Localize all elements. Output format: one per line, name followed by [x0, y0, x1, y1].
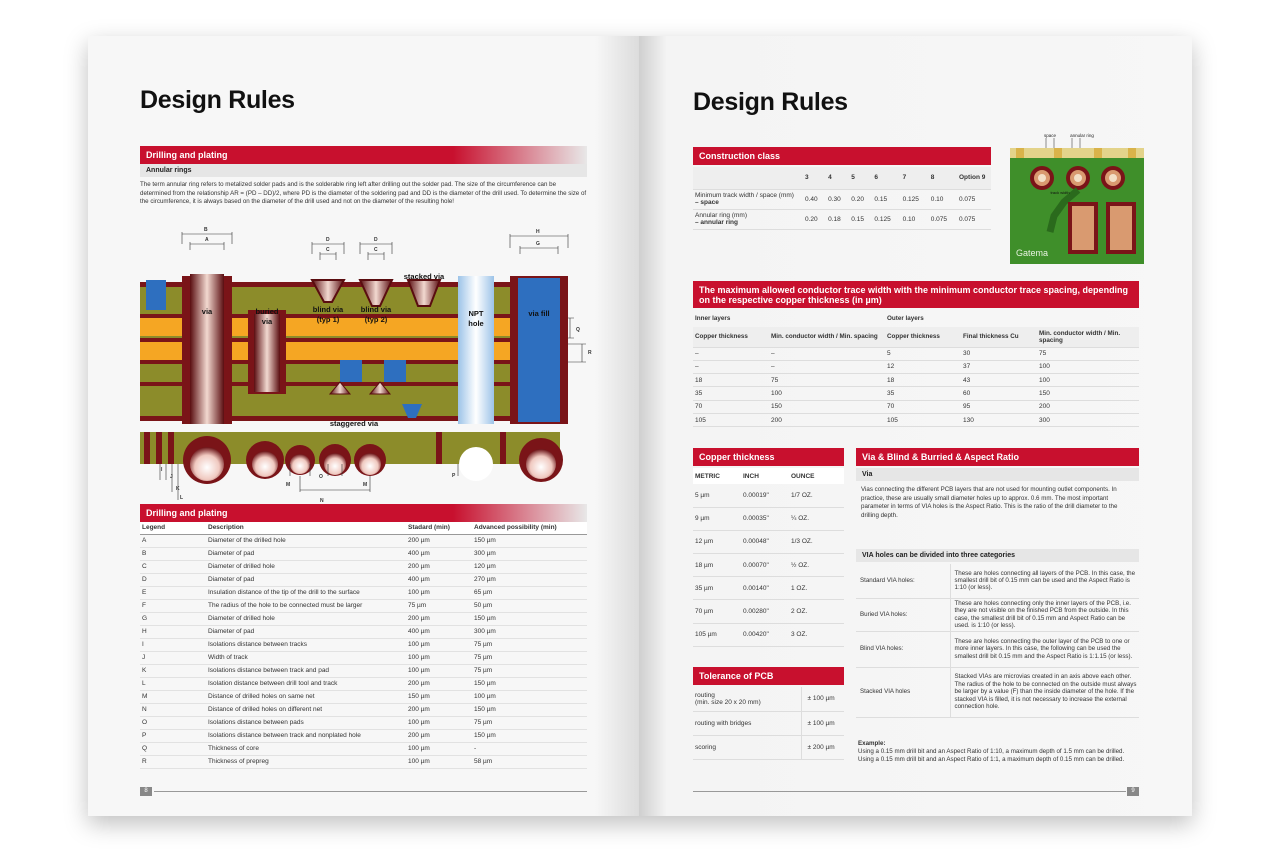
table-cell: 200: [769, 413, 885, 426]
table-cell: Isolations distance between tracks: [206, 638, 406, 651]
class-3: 3: [803, 167, 826, 189]
table-cell: routing (min. size 20 x 20 mm): [693, 687, 801, 711]
table-cell: 105 µm: [693, 623, 741, 646]
dim-label-n: N: [320, 498, 324, 504]
tolerance-heading: Tolerance of PCB: [693, 667, 844, 685]
table-cell: Insulation distance of the tip of the drill to the surface: [206, 586, 406, 599]
table-cell: Thickness of prepreg: [206, 755, 406, 768]
table-cell: Thickness of core: [206, 742, 406, 755]
dim-label-p: P: [452, 473, 456, 479]
table-cell: 300 µm: [472, 547, 587, 560]
construction-heading: Construction class: [693, 147, 991, 165]
table-row: [693, 189, 991, 209]
col-legend: Legend: [140, 522, 206, 534]
table-row: [856, 598, 1139, 631]
table-cell: 0.10: [929, 189, 957, 209]
table-cell: I: [140, 638, 206, 651]
table-row: [693, 400, 1139, 413]
table-header-row: [693, 167, 991, 189]
table-cell: 35: [693, 387, 769, 400]
table-row: [693, 530, 844, 553]
table-row: [693, 387, 1139, 400]
table-row: [140, 612, 587, 625]
table-cell: 60: [961, 387, 1037, 400]
table-cell: 0.30: [826, 189, 849, 209]
table-cell: ± 100 µm: [801, 687, 844, 711]
table-row: [140, 729, 587, 742]
table-cell: 37: [961, 360, 1037, 373]
label-track-width: track width: [1050, 190, 1070, 195]
table-cell: 58 µm: [472, 755, 587, 768]
table-cell: Diameter of the drilled hole: [206, 534, 406, 547]
table-cell: 30: [961, 347, 1037, 360]
table-row: [140, 716, 587, 729]
class-5: 5: [849, 167, 872, 189]
table-cell: 100 µm: [406, 651, 472, 664]
table-row: [693, 711, 844, 735]
table-group-row: [693, 309, 1139, 327]
example-line-1: Using a 0.15 mm drill bit and an Aspect Ratio of 1:10, a maximum depth of 1.5 mm can be drilled.: [858, 748, 1125, 755]
table-cell: –: [693, 360, 769, 373]
npt-hole: [458, 276, 494, 424]
table-cell: 0.15: [872, 189, 900, 209]
table-cell: 150 µm: [472, 534, 587, 547]
page-title-right: Design Rules: [693, 88, 848, 116]
table-cell: 300: [1037, 413, 1139, 426]
table-cell: 35 µm: [693, 577, 741, 600]
class-8: 8: [929, 167, 957, 189]
table-cell: 0.075: [957, 189, 991, 209]
table-row: [693, 735, 844, 759]
page-number: 8: [140, 787, 152, 796]
table-cell: Diameter of pad: [206, 625, 406, 638]
label-typ2: (typ 2): [364, 315, 388, 324]
class-4: 4: [826, 167, 849, 189]
table-cell: 200 µm: [406, 729, 472, 742]
row-label: Annular ring (mm): [695, 212, 748, 219]
table-cell: 200 µm: [406, 612, 472, 625]
row-sublabel: – annular ring: [695, 219, 738, 226]
col-metric: METRIC: [693, 468, 741, 484]
col-inner-copper: Copper thickness: [693, 327, 769, 347]
label-buried: buried: [255, 307, 279, 316]
table-cell: 0.075: [929, 209, 957, 229]
example-title: Example:: [858, 740, 886, 747]
table-row: [140, 677, 587, 690]
table-cell: 400 µm: [406, 625, 472, 638]
table-cell: 0.00035": [741, 507, 789, 530]
table-cell: 100 µm: [406, 742, 472, 755]
table-row: [693, 360, 1139, 373]
table-cell: Isolations distance between track and nonplated hole: [206, 729, 406, 742]
row-label-cell: [693, 189, 803, 209]
table-cell: Width of track: [206, 651, 406, 664]
table-cell: 200 µm: [406, 560, 472, 573]
class-7: 7: [901, 167, 929, 189]
table-cell: 0.075: [957, 209, 991, 229]
table-cell: These are holes connecting all layers of the PCB. In this case, the smallest drill bit of 0.15 mm can be used and the Aspect Ratio is 1:10 (or less).: [950, 564, 1139, 598]
table-cell: Diameter of drilled hole: [206, 560, 406, 573]
table-cell: 270 µm: [472, 573, 587, 586]
table-cell: 400 µm: [406, 547, 472, 560]
table-cell: C: [140, 560, 206, 573]
table-row: [693, 600, 844, 623]
section-heading: Drilling and plating: [140, 146, 587, 164]
table-row: [140, 586, 587, 599]
table-row: [140, 703, 587, 716]
table-cell: 0.00280": [741, 600, 789, 623]
table-cell: Standard VIA holes:: [856, 564, 950, 598]
dim-label-h: H: [536, 229, 540, 235]
table-cell: 43: [961, 374, 1037, 387]
row-sublabel: – space: [695, 199, 719, 206]
via-paragraph: Vias connecting the different PCB layers that are not used for mounting outlet components. In practice, these are usually small diameter holes up to approx. 0.6 mm. The most important parameter in terms of VIA holes is the Aspect Ratio. This is the ratio of the drill diameter to the drilling depth.: [861, 486, 1118, 519]
table-cell: 9 µm: [693, 507, 741, 530]
table-row: [693, 577, 844, 600]
table-cell: 0.20: [803, 209, 826, 229]
table-cell: 5: [885, 347, 961, 360]
table-cell: 100: [1037, 374, 1139, 387]
table-cell: 400 µm: [406, 573, 472, 586]
label-stacked-via: stacked via: [403, 272, 445, 281]
page-title: Design Rules: [140, 86, 295, 114]
table-cell: 0.125: [901, 189, 929, 209]
table-cell: 105: [693, 413, 769, 426]
dim-label-i: I: [161, 467, 163, 473]
table-row: [140, 599, 587, 612]
left-page: [88, 36, 639, 816]
row-label: Minimum track width / space (mm): [695, 192, 794, 199]
table-cell: 0.15: [849, 209, 872, 229]
dim-label-m: M: [286, 482, 291, 488]
table-cell: 200 µm: [406, 703, 472, 716]
dim-label-g: G: [536, 241, 540, 247]
table-cell: 100 µm: [406, 638, 472, 651]
table-row: [693, 687, 844, 711]
table-cell: 200: [1037, 400, 1139, 413]
table-cell: K: [140, 664, 206, 677]
table-cell: 0.40: [803, 189, 826, 209]
via-subheading: Via: [856, 468, 1139, 481]
table-cell: 200 µm: [406, 534, 472, 547]
table-cell: Distance of drilled holes on same net: [206, 690, 406, 703]
table-row: [140, 755, 587, 768]
table-cell: Buried VIA holes:: [856, 598, 950, 631]
dim-label-a: A: [205, 237, 209, 243]
table-cell: 1/3 OZ.: [789, 530, 844, 553]
table-row: [140, 560, 587, 573]
table-cell: Isolations distance between track and pad: [206, 664, 406, 677]
stacked-microvia: [146, 280, 166, 310]
table-row: [856, 631, 1139, 667]
table-cell: These are holes connecting the outer layer of the PCB to one or more inner layers. In this case, the following can be used the smallest drill bit 0.15 mm and the Aspect Ratio is 1:1.15 (or less).: [950, 631, 1139, 667]
pcb-top-view-image: [1010, 132, 1144, 264]
table-cell: 100 µm: [406, 664, 472, 677]
table-cell: Diameter of drilled hole: [206, 612, 406, 625]
table-cell: 0.00420": [741, 623, 789, 646]
label-space: space: [1043, 133, 1057, 138]
table-cell: 65 µm: [472, 586, 587, 599]
via-heading: Via & Blind & Burried & Aspect Ratio: [856, 448, 1139, 466]
example-line-2: Using a 0.15 mm drill bit and an Aspect Ratio of 1:1, a maximum depth of 0.15 mm can be drilled.: [858, 756, 1125, 763]
table-cell: P: [140, 729, 206, 742]
table-cell: 70 µm: [693, 600, 741, 623]
right-page: [639, 36, 1192, 816]
copper-thickness-table: [693, 468, 844, 647]
construction-class-table: [693, 167, 991, 230]
table-row: [140, 534, 587, 547]
table-cell: 12 µm: [693, 530, 741, 553]
col-ounce: OUNCE: [789, 468, 844, 484]
col-inner-min: Min. conductor width / Min. spacing: [769, 327, 885, 347]
table-cell: Stacked VIAs are microvias created in an axis above each other. The radius of the hole to be connected on the outside must always be larger by a value (F) than the inside diameter of the hole. If the stacked VIA is filled, it is not necessary to increase the external connection hole.: [950, 667, 1139, 717]
table-cell: 2 OZ.: [789, 600, 844, 623]
table-cell: Isolations distance between pads: [206, 716, 406, 729]
conductor-trace-table: [693, 309, 1139, 427]
table-cell: 5 µm: [693, 484, 741, 507]
label-npt: NPT: [468, 309, 484, 318]
label-hole: hole: [468, 319, 484, 328]
table-cell: 35: [885, 387, 961, 400]
conductor-heading: The maximum allowed conductor trace width with the minimum conductor trace spacing, depending on the respective copper thickness (in µm): [693, 281, 1139, 308]
table-cell: 100 µm: [406, 755, 472, 768]
inner-layers-label: Inner layers: [695, 314, 731, 322]
table-cell: 100: [769, 387, 885, 400]
table-row: [856, 667, 1139, 717]
table-row: [140, 547, 587, 560]
table-cell: 150 µm: [406, 690, 472, 703]
npt-hole-top: [459, 447, 493, 481]
footer-rule: [154, 791, 587, 792]
col-outer-copper: Copper thickness: [885, 327, 961, 347]
dim-label-m2: M: [363, 482, 368, 488]
footer-rule: [693, 791, 1126, 792]
table-cell: H: [140, 625, 206, 638]
table-cell: 50 µm: [472, 599, 587, 612]
table-cell: 1 OZ.: [789, 577, 844, 600]
table-header-row: [693, 468, 844, 484]
drilling-legend-table: [140, 522, 587, 769]
table-cell: 300 µm: [472, 625, 587, 638]
table-cell: 150: [1037, 387, 1139, 400]
dim-label-c2: C: [374, 247, 378, 253]
table-cell: 75 µm: [472, 716, 587, 729]
table-cell: 150 µm: [472, 729, 587, 742]
table-cell: –: [693, 347, 769, 360]
table-cell: D: [140, 573, 206, 586]
dim-label-l: L: [180, 495, 184, 501]
col-standard: Stadard (min): [406, 522, 472, 534]
table-row: [693, 484, 844, 507]
table-cell: -: [472, 742, 587, 755]
dim-label-c1: C: [326, 247, 330, 253]
table-cell: routing with bridges: [693, 711, 801, 735]
outer-layers-label: Outer layers: [887, 314, 924, 322]
table-cell: A: [140, 534, 206, 547]
table-cell: O: [140, 716, 206, 729]
annular-ring-paragraph: The term annular ring refers to metalized solder pads and is the solderable ring left after drilling out the solder pad. The size of the circumference can be determined from the relationship AR = (PD – DD)/2, where PD is the diameter of the soldering pad and DD is the diameter of the drill used. To determine the size of the circumference, it is always based on the diameter of the drill used and not on the diameter of the resulting hole!: [140, 181, 587, 206]
table-row: [140, 638, 587, 651]
copper-heading: Copper thickness: [693, 448, 844, 466]
table-cell: Distance of drilled holes on different net: [206, 703, 406, 716]
table-cell: 150 µm: [472, 677, 587, 690]
table-cell: R: [140, 755, 206, 768]
dim-label-r: R: [588, 350, 592, 356]
table-cell: J: [140, 651, 206, 664]
table-cell: F: [140, 599, 206, 612]
table-cell: Blind VIA holes:: [856, 631, 950, 667]
table-cell: 75 µm: [472, 664, 587, 677]
table-cell: ½ OZ.: [789, 554, 844, 577]
table-cell: 105: [885, 413, 961, 426]
table-cell: 0.00140": [741, 577, 789, 600]
table-cell: 0.125: [872, 209, 900, 229]
table-cell: These are holes connecting only the inner layers of the PCB, i.e. they are not visible on the finished PCB from the outside. In this case, the smallest drill bit of 0.15 mm and Aspect Ratio can be used. is 1:10 (or less).: [950, 598, 1139, 631]
table-cell: 150 µm: [472, 612, 587, 625]
table-cell: G: [140, 612, 206, 625]
table-cell: B: [140, 547, 206, 560]
table-cell: E: [140, 586, 206, 599]
table-cell: 150: [769, 400, 885, 413]
table-cell: Diameter of pad: [206, 547, 406, 560]
table-row: [856, 564, 1139, 598]
table-cell: 0.20: [849, 189, 872, 209]
table-row: [693, 507, 844, 530]
dim-label-j: J: [170, 474, 173, 480]
table-cell: 100 µm: [406, 716, 472, 729]
table-cell: 18 µm: [693, 554, 741, 577]
table-cell: M: [140, 690, 206, 703]
row-label-cell: [693, 209, 803, 229]
table-cell: 100 µm: [472, 690, 587, 703]
table-cell: 100 µm: [406, 586, 472, 599]
table-cell: L: [140, 677, 206, 690]
dim-label-k: K: [176, 486, 180, 492]
via-categories-title: VIA holes can be divided into three categories: [856, 549, 1139, 562]
table-cell: 95: [961, 400, 1037, 413]
table-row: [140, 742, 587, 755]
section-heading-2: Drilling and plating: [140, 504, 587, 522]
class-6: 6: [872, 167, 900, 189]
section-subheading: Annular rings: [140, 164, 587, 177]
brand-label: Gatema: [1016, 248, 1049, 258]
table-row: [693, 554, 844, 577]
table-cell: –: [769, 360, 885, 373]
via-categories-table: [856, 564, 1139, 718]
col-final-cu: Final thickness Cu: [961, 327, 1037, 347]
table-cell: 18: [885, 374, 961, 387]
table-cell: 75 µm: [472, 638, 587, 651]
table-header-row: [140, 522, 587, 534]
pcb-cross-section-diagram: [140, 214, 590, 474]
dim-label-d2: D: [374, 237, 378, 243]
table-cell: Diameter of pad: [206, 573, 406, 586]
table-row: [140, 651, 587, 664]
table-cell: –: [769, 347, 885, 360]
dim-label-o: O: [319, 474, 323, 480]
dim-label-q: Q: [576, 327, 580, 333]
table-cell: 70: [693, 400, 769, 413]
table-cell: 1/7 OZ.: [789, 484, 844, 507]
table-cell: 70: [885, 400, 961, 413]
label-blind-via-2: blind via: [360, 305, 392, 314]
table-row: [693, 374, 1139, 387]
table-cell: 0.00070": [741, 554, 789, 577]
table-row: [140, 690, 587, 703]
through-via: [190, 274, 224, 424]
dim-label-d1: D: [326, 237, 330, 243]
table-row: [140, 573, 587, 586]
via-fill: [518, 278, 560, 422]
table-cell: 100: [1037, 360, 1139, 373]
table-row: [693, 347, 1139, 360]
table-cell: 12: [885, 360, 961, 373]
col-description: Description: [206, 522, 406, 534]
page-number-right: 9: [1127, 787, 1139, 796]
table-cell: 3 OZ.: [789, 623, 844, 646]
table-cell: Stacked VIA holes: [856, 667, 950, 717]
col-inch: INCH: [741, 468, 789, 484]
table-row: [693, 413, 1139, 426]
col-outer-min: Min. conductor width / Min. spacing: [1037, 327, 1139, 347]
table-cell: 0.10: [901, 209, 929, 229]
table-cell: 75 µm: [406, 599, 472, 612]
col-advanced: Advanced possibility (min): [472, 522, 587, 534]
table-cell: Isolation distance between drill tool and track: [206, 677, 406, 690]
table-cell: ± 100 µm: [801, 711, 844, 735]
table-cell: 75 µm: [472, 651, 587, 664]
label-buried-via: via: [261, 317, 273, 326]
table-cell: 75: [1037, 347, 1139, 360]
table-cell: scoring: [693, 735, 801, 759]
table-row: [693, 209, 991, 229]
table-cell: 0.00048": [741, 530, 789, 553]
label-via: via: [201, 307, 213, 316]
label-annular-ring: annular ring: [1070, 133, 1094, 138]
table-cell: 0.00019": [741, 484, 789, 507]
table-cell: 130: [961, 413, 1037, 426]
table-cell: N: [140, 703, 206, 716]
table-cell: 120 µm: [472, 560, 587, 573]
class-option-9: Option 9: [957, 167, 991, 189]
label-via-fill: via fill: [528, 309, 550, 318]
label-staggered-via: staggered via: [329, 419, 379, 428]
table-cell: The radius of the hole to be connected must be larger: [206, 599, 406, 612]
table-cell: 18: [693, 374, 769, 387]
dim-label-b: B: [204, 227, 208, 233]
table-header-row: [693, 327, 1139, 347]
tolerance-table: [693, 687, 844, 760]
table-cell: 200 µm: [406, 677, 472, 690]
table-cell: Q: [140, 742, 206, 755]
table-cell: 0.18: [826, 209, 849, 229]
brochure-spread: [88, 36, 1192, 816]
table-cell: 150 µm: [472, 703, 587, 716]
table-row: [140, 625, 587, 638]
table-row: [140, 664, 587, 677]
label-typ1: (typ 1): [316, 315, 340, 324]
table-row: [693, 623, 844, 646]
table-cell: 75: [769, 374, 885, 387]
table-cell: ± 200 µm: [801, 735, 844, 759]
label-blind-via-1: blind via: [312, 305, 344, 314]
table-cell: ¼ OZ.: [789, 507, 844, 530]
